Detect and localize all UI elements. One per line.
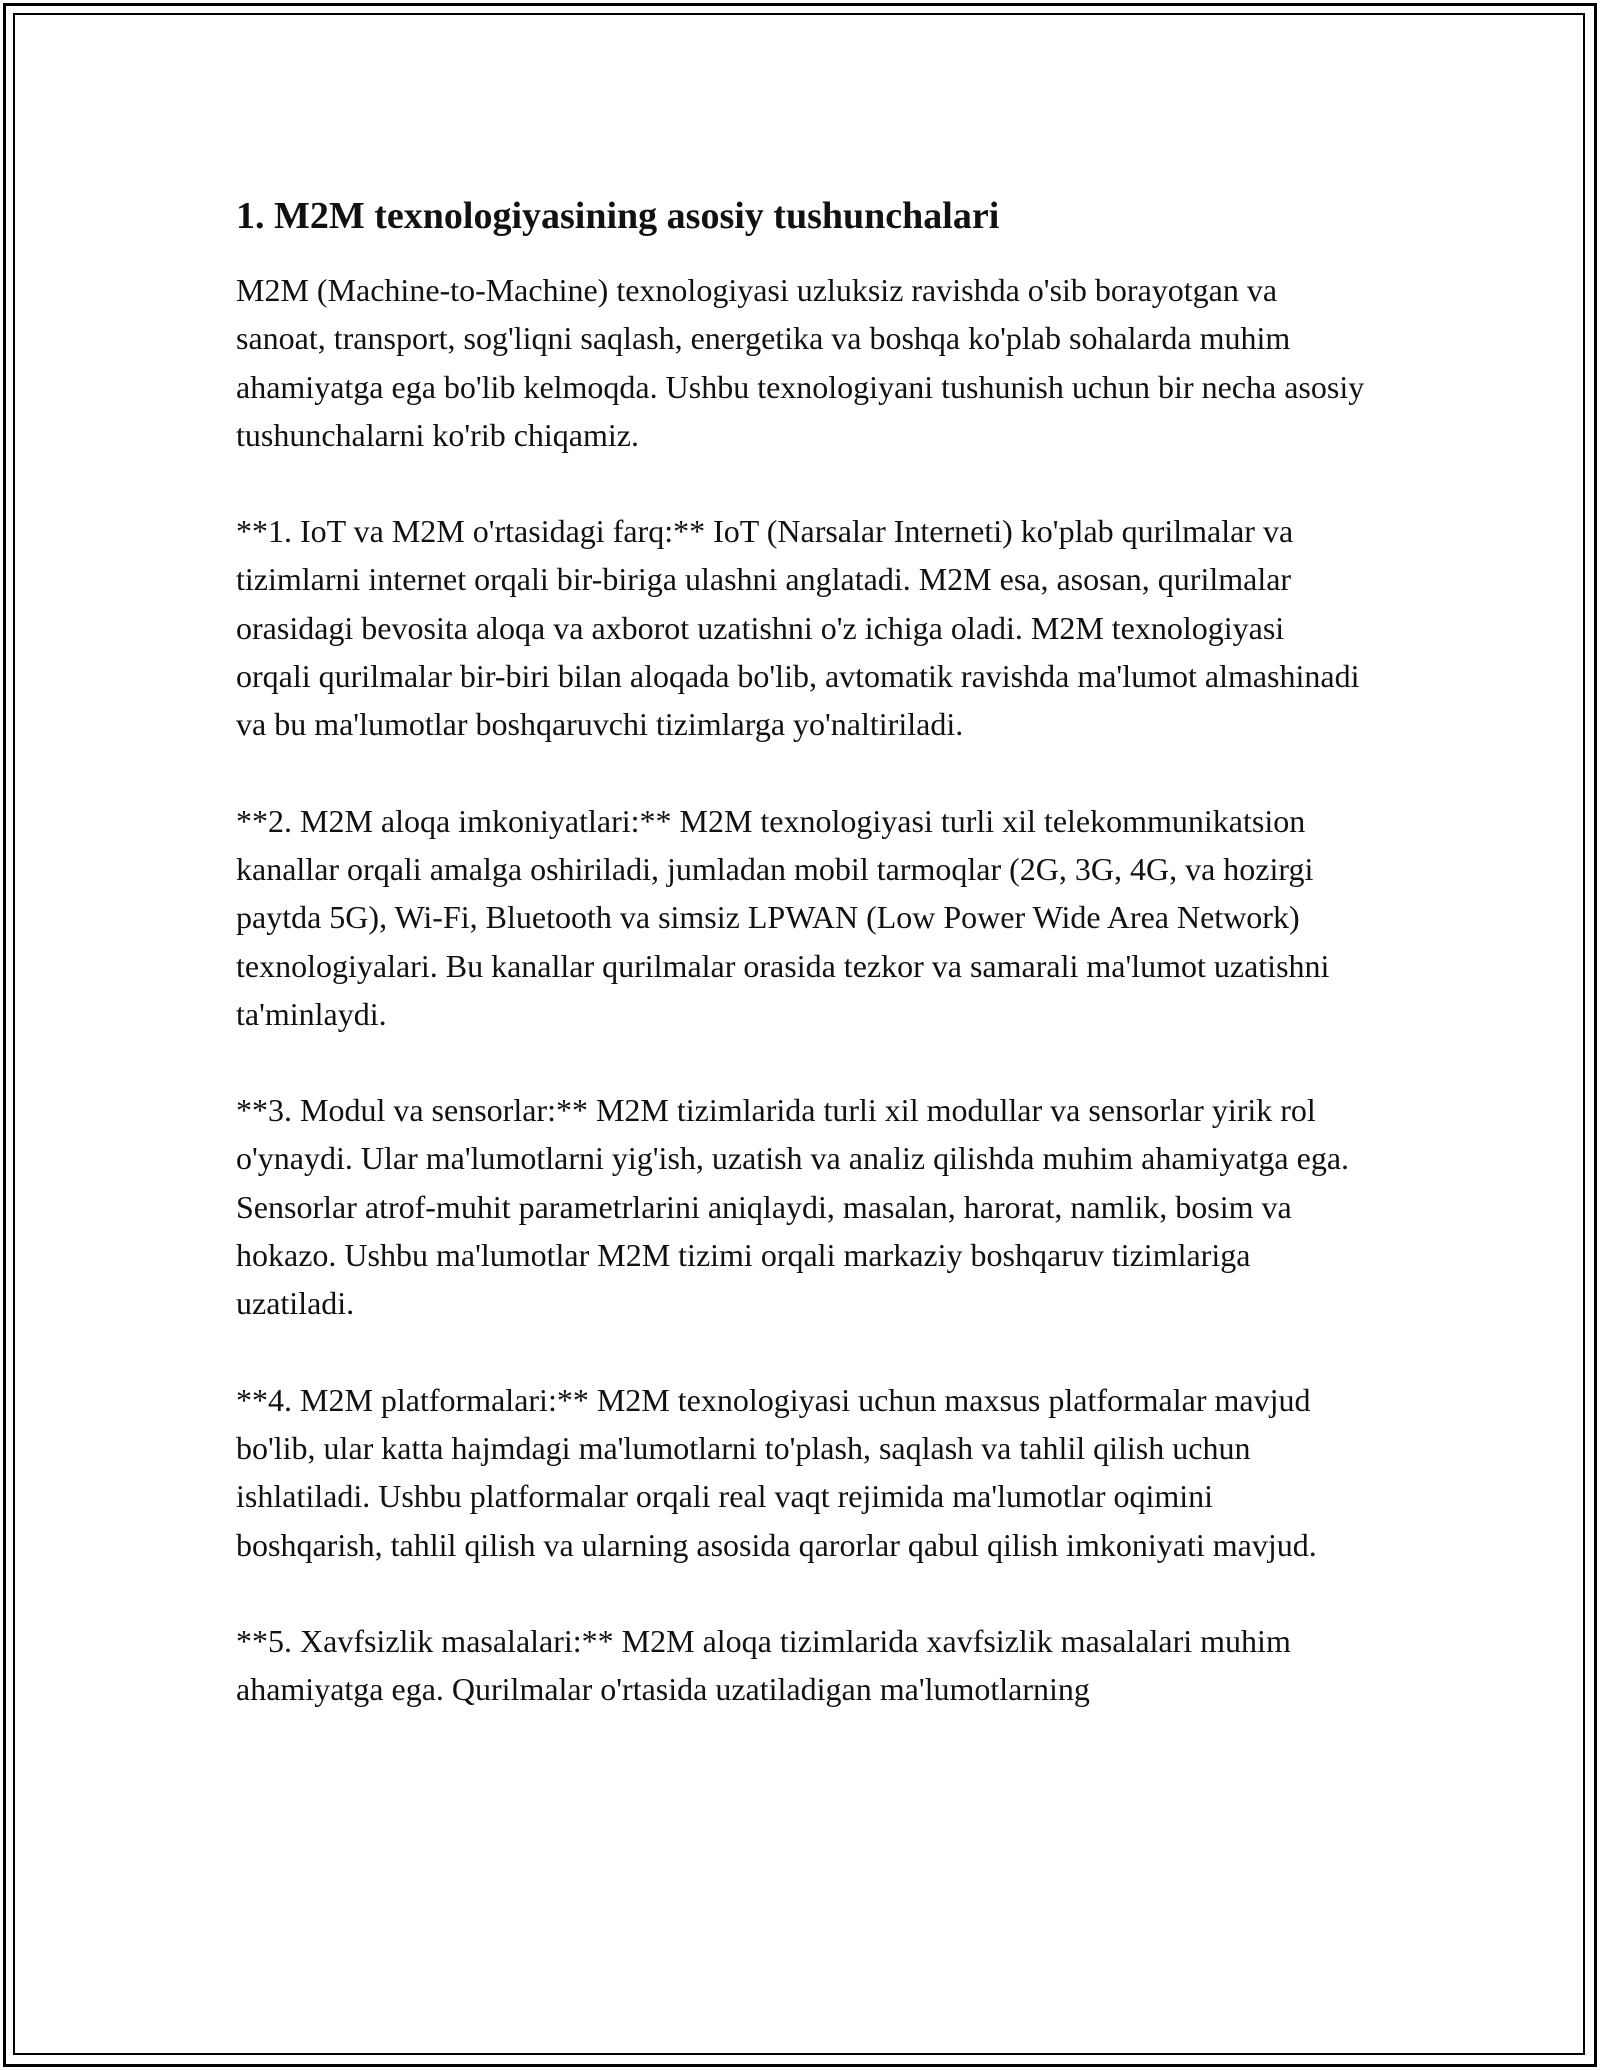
- paragraph-intro: M2M (Machine-to-Machine) texnologiyasi uzluksiz ravishda o'sib borayotgan va sanoat, transport, sog'liqni saqlash, energetika va boshqa ko'plab sohalarda muhim ahamiyatga ega bo'lib kelmoqda. Ushbu texnologiyani tushunish uchun bir necha asosiy tushunchalarni ko'rib chiqamiz.: [236, 272, 1365, 453]
- document-body: [236, 188, 1366, 1761]
- section-heading: 1. M2M texnologiyasining asosiy tushunchalari: [236, 195, 1000, 237]
- paragraph-m2m-communication: **2. M2M aloqa imkoniyatlari:** M2M texnologiyasi turli xil telekommunikatsion kanallar orqali amalga oshiriladi, jumladan mobil tarmoqlar (2G, 3G, 4G, va hozirgi paytda 5G), Wi-Fi, Bluetooth va simsiz LPWAN (Low Power Wide Area Network) texnologiyalari. Bu kanallar qurilmalar orasida tezkor va samarali ma'lumot uzatishni ta'minlaydi.: [236, 802, 1330, 1032]
- paragraph-modules-sensors: **3. Modul va sensorlar:** M2M tizimlarida turli xil modullar va sensorlar yirik rol o'ynaydi. Ular ma'lumotlarni yig'ish, uzatish va analiz qilishda muhim ahamiyatga ega. Sensorlar atrof-muhit parametrlarini aniqlaydi, masalan, harorat, namlik, bosim va hokazo. Ushbu ma'lumotlar M2M tizimi orqali markaziy boshqaruv tizimlariga uzatiladi.: [236, 1092, 1350, 1322]
- paragraph-iot-vs-m2m: **1. IoT va M2M o'rtasidagi farq:** IoT (Narsalar Interneti) ko'plab qurilmalar va tizimlarni internet orqali bir-biriga ulashni anglatadi. M2M esa, asosan, qurilmalar orasidagi bevosita aloqa va axborot uzatishni o'z ichiga oladi. M2M texnologiyasi orqali qurilmalar bir-biri bilan aloqada bo'lib, avtomatik ravishda ma'lumot almashinadi va bu ma'lumotlar boshqaruvchi tizimlarga yo'naltiriladi.: [236, 513, 1360, 743]
- paragraph-security: **5. Xavfsizlik masalalari:** M2M aloqa tizimlarida xavfsizlik masalalari muhim ahamiyatga ega. Qurilmalar o'rtasida uzatiladigan ma'lumotlarning: [236, 1622, 1291, 1708]
- paragraph-m2m-platforms: **4. M2M platformalari:** M2M texnologiyasi uchun maxsus platformalar mavjud bo'lib, ular katta hajmdagi ma'lumotlarni to'plash, saqlash va tahlil qilish uchun ishlatiladi. Ushbu platformalar orqali real vaqt rejimida ma'lumotlar oqimini boshqarish, tahlil qilish va ularning asosida qarorlar qabul qilish imkoniyati mavjud.: [236, 1381, 1317, 1563]
